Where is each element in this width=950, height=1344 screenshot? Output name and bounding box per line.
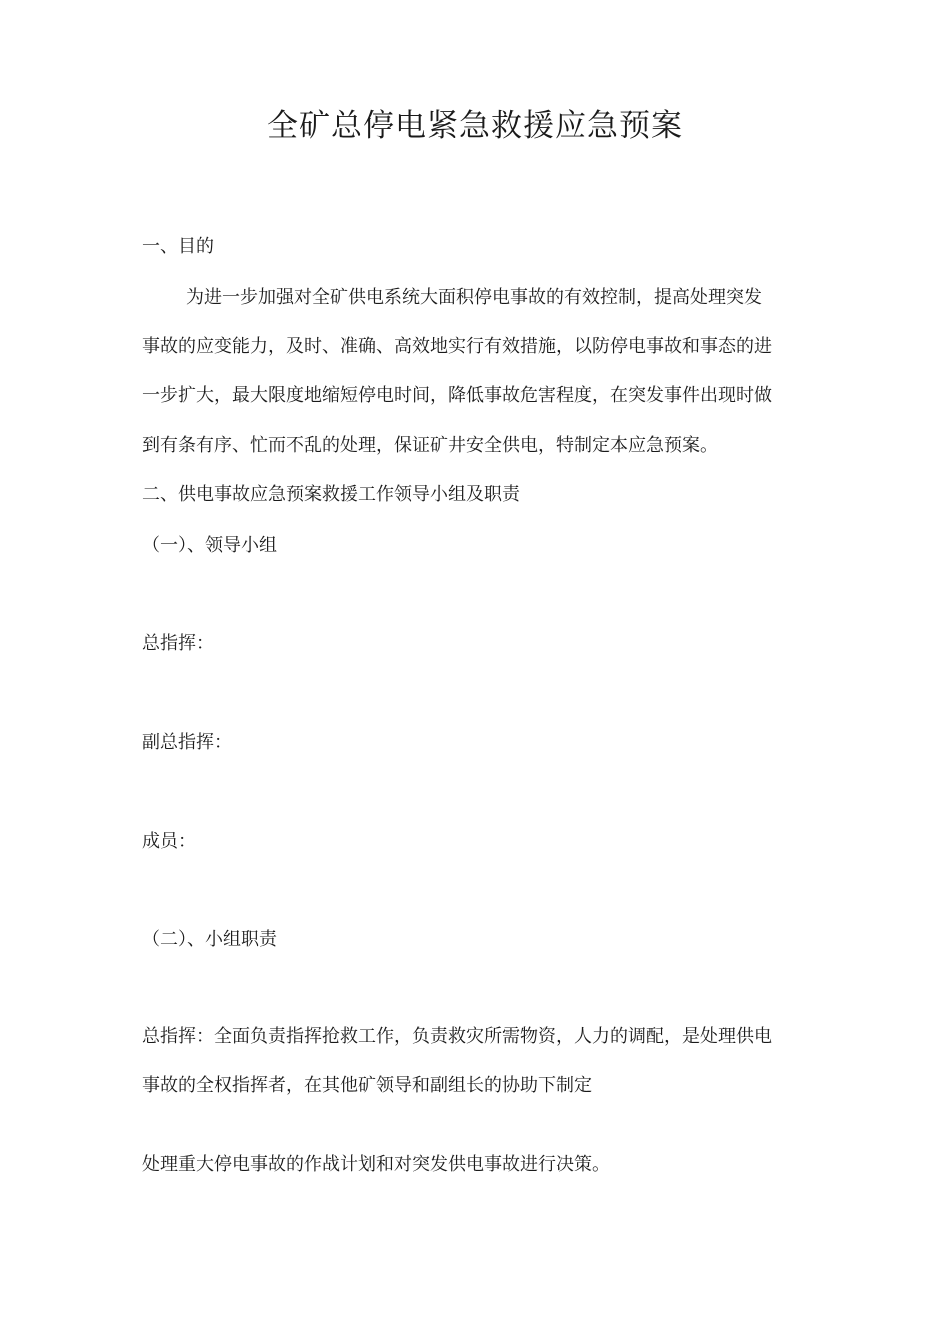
section-heading-leadership: 二、供电事故应急预案救援工作领导小组及职责 [142, 484, 520, 505]
paragraph-line: 到有条有序、忙而不乱的处理，保证矿井安全供电，特制定本应急预案。 [142, 435, 718, 456]
duty-line: 事故的全权指挥者，在其他矿领导和副组长的协助下制定 [142, 1075, 592, 1096]
deputy-commander-label: 副总指挥： [142, 732, 232, 753]
paragraph-line: 为进一步加强对全矿供电系统大面积停电事故的有效控制，提高处理突发 [186, 287, 762, 308]
subsection-heading-leadership-group: （一）、领导小组 [142, 535, 277, 556]
document-title: 全矿总停电紧急救援应急预案 [267, 108, 683, 144]
paragraph-line: 事故的应变能力，及时、准确、高效地实行有效措施，以防停电事故和事态的进 [142, 336, 772, 357]
paragraph-line: 一步扩大，最大限度地缩短停电时间，降低事故危害程度，在突发事件出现时做 [142, 385, 772, 406]
duty-continuation: 处理重大停电事故的作战计划和对突发供电事故进行决策。 [142, 1154, 610, 1175]
section-heading-purpose: 一、目的 [142, 236, 214, 257]
commander-label: 总指挥： [142, 633, 214, 654]
members-label: 成员： [142, 831, 196, 852]
subsection-heading-group-duties: （二）、小组职责 [142, 929, 277, 950]
duty-line: 总指挥：全面负责指挥抢救工作，负责救灾所需物资，人力的调配，是处理供电 [142, 1026, 772, 1047]
